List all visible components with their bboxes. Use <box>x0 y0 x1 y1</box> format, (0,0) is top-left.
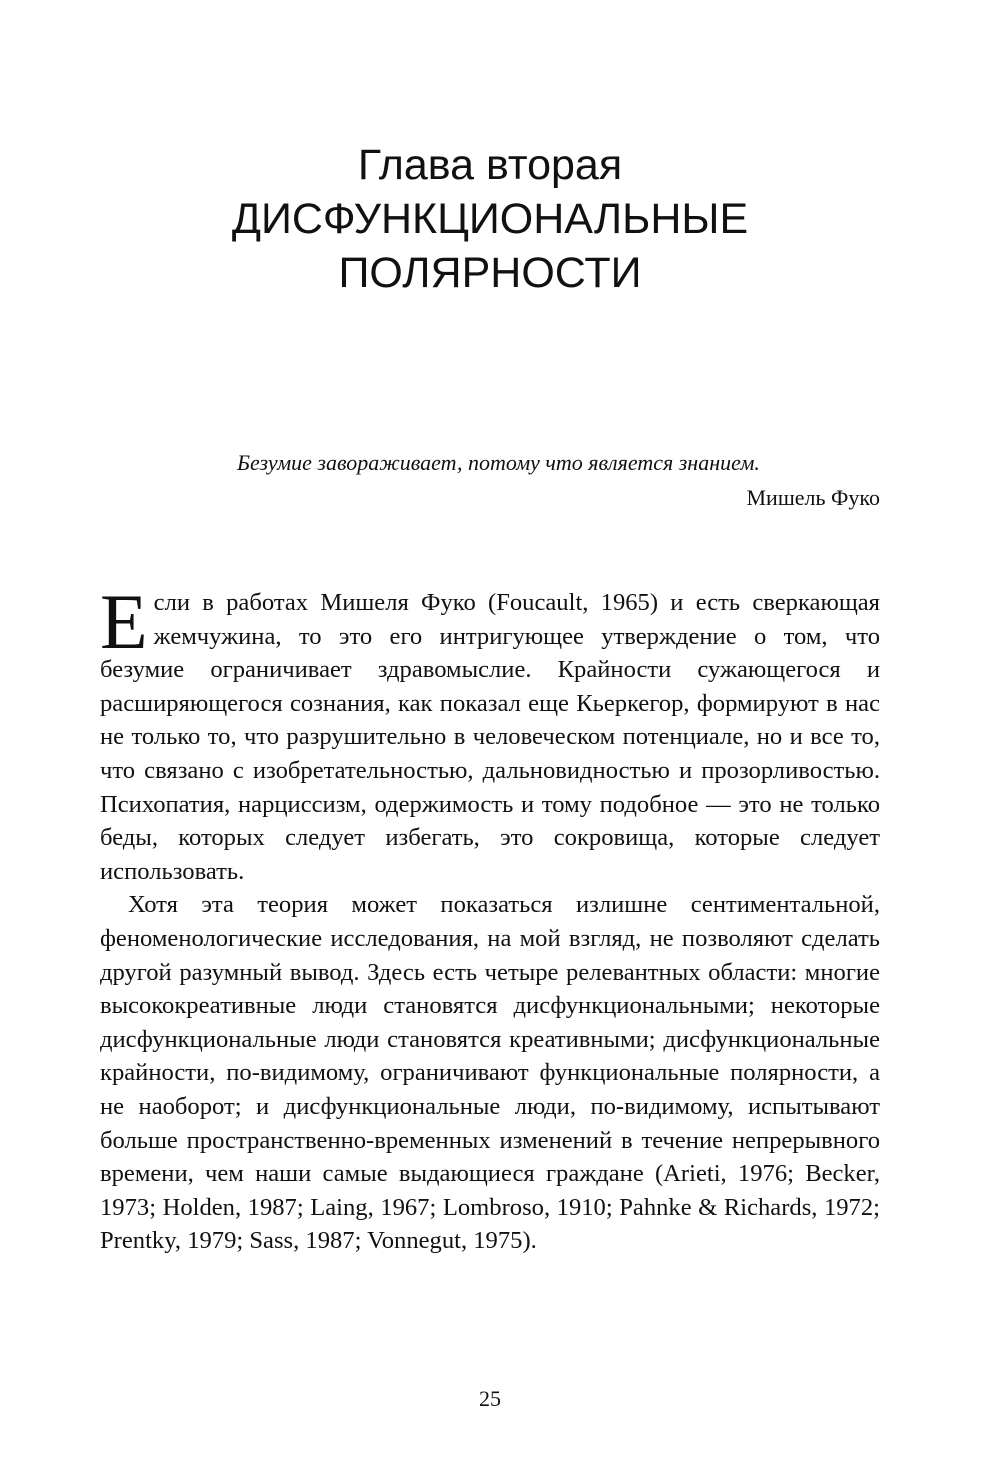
epigraph-author: Мишель Фуко <box>746 485 880 510</box>
page-number: 25 <box>479 1386 501 1411</box>
chapter-title-line-1: ДИСФУНКЦИОНАЛЬНЫЕ <box>231 195 749 243</box>
chapter-number: Глава вторая <box>357 141 623 189</box>
paragraph-1 <box>100 578 880 888</box>
chapter-title-line-2: ПОЛЯРНОСТИ <box>338 249 642 297</box>
chapter-heading <box>100 138 880 300</box>
body-text <box>100 578 880 1258</box>
drop-cap: Е <box>100 578 148 665</box>
paragraph-1-text: сли в работах Мишеля Фуко (Foucault, 1965) и есть сверкающая жемчужина, то это его интригующее утверждение о том, что безумие ограничивает здравомыслие. Крайности сужающегося и расширяющегося сознания, как показал еще Кьеркегор, формируют в нас не только то, что разрушительно в человеческом потенциале, но и все то, что связано с изобретательностью, дальновидностью и прозорливостью. Психопатия, нарциссизм, одержимость и тому подобное — это не только беды, которых следует избегать, это сокровища, которые следует использовать. <box>100 589 880 885</box>
epigraph-quote: Безумие завораживает, потому что является знанием. <box>237 450 760 475</box>
paragraph-2: Хотя эта теория может показаться излишне сентиментальной, феноменологические исследования, на мой взгляд, не позволяют сделать другой разумный вывод. Здесь есть четыре релевантных области: многие высококреативные люди становятся дисфункциональными; некоторые дисфункциональные люди становятся креативными; дисфункциональные крайности, по-видимому, ограничивают функциональные полярности, а не наоборот; и дисфункциональные люди, по-видимому, испытывают больше пространственно-временных изменений в течение непрерывного времени, чем наши самые выдающиеся граждане (Arieti, 1976; Becker, 1973; Holden, 1987; Laing, 1967; Lombroso, 1910; Pahnke & Richards, 1972; Prentky, 1979; Sass, 1987; Vonnegut, 1975). <box>100 891 880 1255</box>
epigraph <box>100 445 880 515</box>
